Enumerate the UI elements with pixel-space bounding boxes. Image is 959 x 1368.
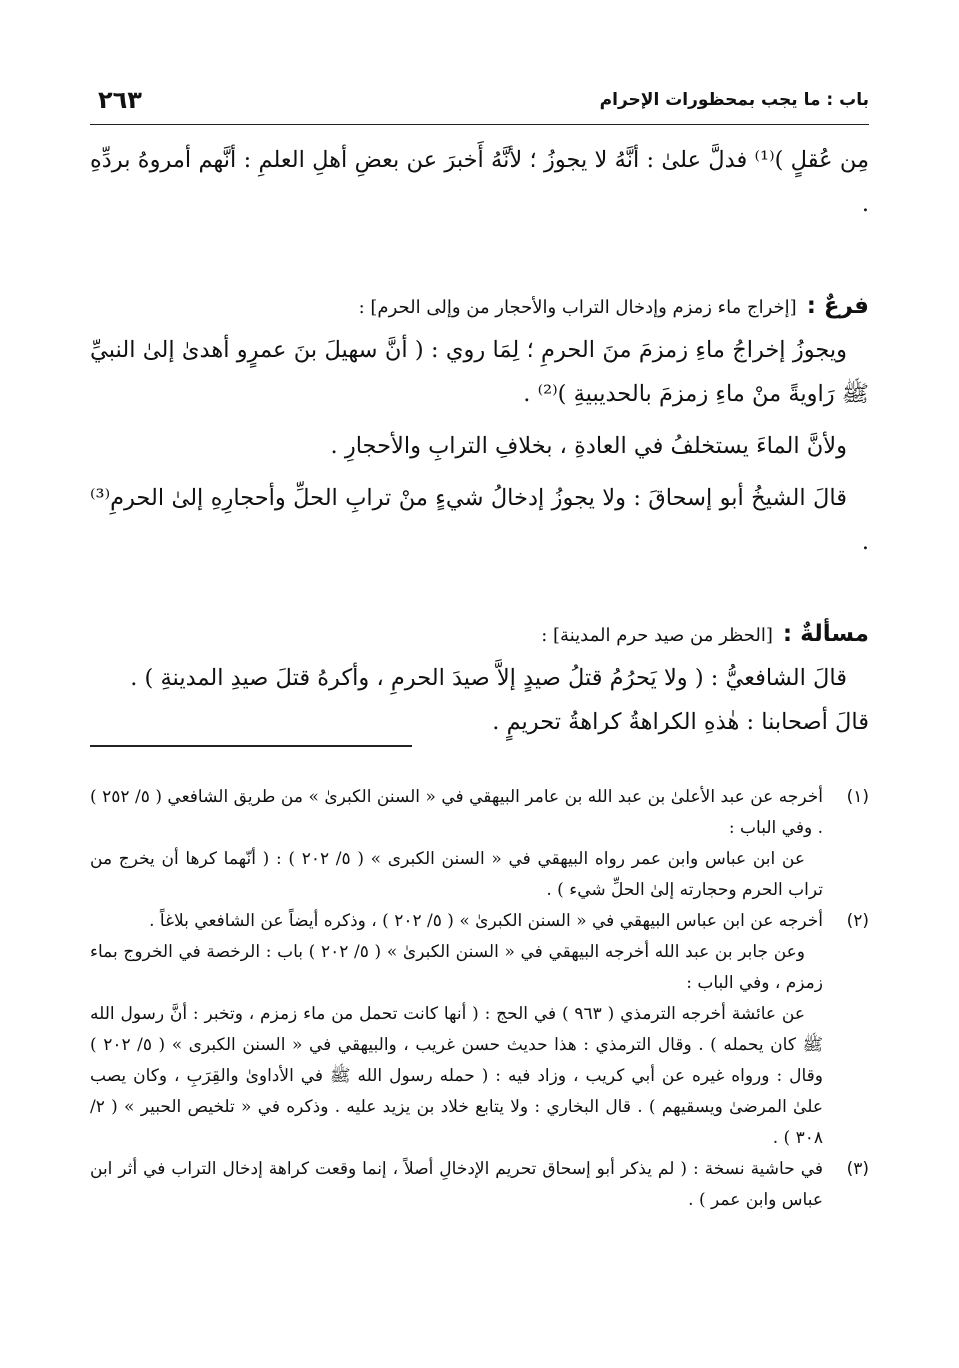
section-lead-masala: مسألةٌ : [782, 621, 869, 647]
footnote-number: (٢) [846, 911, 869, 931]
footnote-divider [90, 745, 412, 747]
main-text [90, 138, 869, 744]
footnote-2-continuation-jabir: وعن جابر بن عبد الله أخرجه البيهقي في « السنن الكبرىٰ » ( ٥/ ٢٠٢ ) باب : الرخصة في الخروج بماء زمزم ، وفي الباب : [90, 942, 823, 993]
footnote-1 [90, 782, 869, 844]
footnote-3 [90, 1154, 869, 1216]
header-divider [90, 124, 869, 125]
running-title: باب : ما يجب بمحظورات الإحرام [599, 90, 869, 110]
section-lead-far: فرعٌ : [806, 293, 869, 319]
section-heading-far [90, 286, 869, 328]
paragraph-zamzam: ويجوزُ إخراجُ ماءِ زمزمَ منَ الحرمِ ؛ لِمَا روي : ( أنَّ سهيلَ بنَ عمرٍو أهدىٰ إلىٰ النبيِّ ﷺ رَاويةً منْ ماءِ زمزمَ بالحديبيةِ )⁽²⁾ . [90, 337, 869, 407]
paragraph-water: ولأنَّ الماءَ يستخلفُ في العادةِ ، بخلافِ الترابِ والأحجارِ . [330, 433, 847, 459]
footnotes [90, 782, 869, 1216]
page-number: ٢٦٣ [98, 86, 142, 114]
section-title-masala: [الحظر من صيد حرم المدينة] : [541, 625, 773, 646]
paragraph-shafii: قالَ الشافعيُّ : ( ولا يَحرُمُ قتلُ صيدٍ إلاَّ صيدَ الحرمِ ، وأكرهُ قتلَ صيدِ المدينةِ ) . [130, 665, 847, 691]
section-heading-masala [90, 614, 869, 656]
footnote-1-continuation: عن ابن عباس وابن عمر رواه البيهقي في « السنن الكبرى » ( ٥/ ٢٠٢ ) : ( أنّهما كرها أن يخرج من تراب الحرم وحجارته إلىٰ الحلِّ شيء ) . [90, 849, 823, 900]
paragraph-abu-ishaq: قالَ الشيخُ أبو إسحاقَ : ولا يجوزُ إدخالُ شيءٍ منْ ترابِ الحلِّ وأحجارِهِ إلىٰ الحرمِ⁽³⁾ . [90, 485, 869, 555]
paragraph-ashab: قالَ أصحابنا : هٰذهِ الكراهةُ كراهةُ تحريمٍ . [492, 709, 869, 735]
footnote-number: (٣) [846, 1159, 869, 1179]
footnote-text: أخرجه عن ابن عباس البيهقي في « السنن الكبرىٰ » ( ٥/ ٢٠٢ ) ، وذكره أيضاً عن الشافعي بلاغاً . [149, 911, 823, 931]
footnote-text: أخرجه عن عبد الأعلىٰ بن عبد الله بن عامر البيهقي في « السنن الكبرىٰ » من طريق الشافعي ( ٥/ ٢٥٢ ) . وفي الباب : [90, 787, 823, 838]
paragraph-continuation: مِن عُقلٍ )⁽¹⁾ فدلَّ علىٰ : أنَّهُ لا يجوزُ ؛ لأنَّهُ أَخبرَ عن بعضِ أهلِ العلمِ : أنَّهم أمروهُ بردِّهِ . [90, 147, 869, 217]
page-header [90, 86, 869, 122]
section-title-far: [إخراج ماء زمزم وإدخال التراب والأحجار من وإلى الحرم] : [358, 297, 797, 318]
footnote-2 [90, 906, 869, 937]
footnote-text: في حاشية نسخة : ( لم يذكر أبو إسحاق تحريم الإدخالِ أصلاً ، إنما وقعت كراهة إدخال التراب في أثر ابن عباس وابن عمر ) . [90, 1159, 823, 1210]
footnote-2-continuation-aisha: عن عائشة أخرجه الترمذي ( ٩٦٣ ) في الحج : ( أنها كانت تحمل من ماء زمزم ، وتخبر : أنَّ رسول الله ﷺ كان يحمله ) . وقال الترمذي : هذا حديث حسن غريب ، والبيهقي في « السنن الكبرى » ( ٥/ ٢٠٢ ) وقال : ورواه غيره عن أبي كريب ، وزاد فيه : ( حمله رسول الله ﷺ في الأداوىٰ والقِرَبِ ، وكان يصب علىٰ المرضىٰ ويسقيهم ) . قال البخاري : ولا يتابع خلاد بن يزيد عليه . وذكره في « تلخيص الحبير » ( ٢/ ٣٠٨ ) . [90, 1004, 823, 1148]
footnote-number: (١) [846, 787, 869, 807]
